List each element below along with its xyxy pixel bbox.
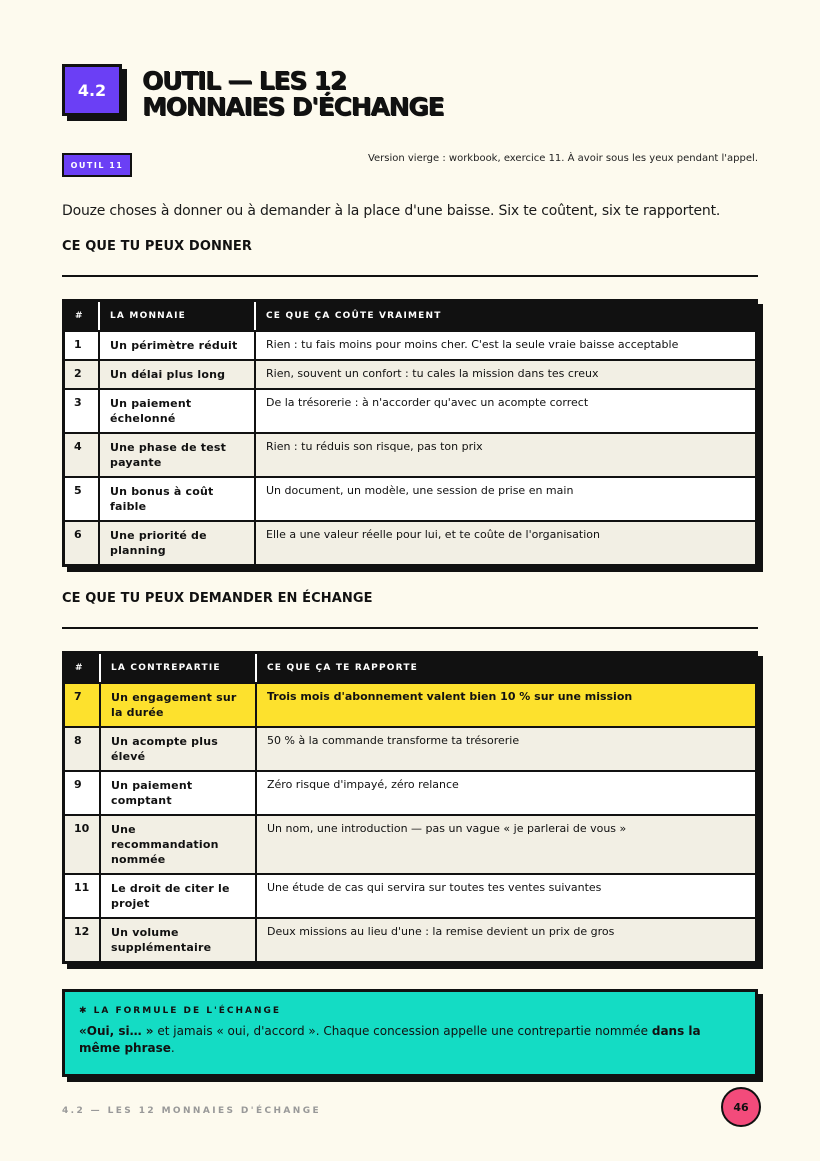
callout-bold-start: «Oui, si… » <box>79 1024 154 1038</box>
header-cell-num: # <box>65 302 98 330</box>
callout-title: ✱ LA FORMULE DE L'ÉCHANGE <box>79 1006 282 1016</box>
header-cell-name: LA MONNAIE <box>98 302 254 330</box>
table-row <box>65 432 755 476</box>
table-row <box>65 388 755 432</box>
header-cell-desc: CE QUE ÇA TE RAPPORTE <box>255 654 755 682</box>
row-desc: Deux missions au lieu d'une : la remise devient un prix de gros <box>255 917 755 961</box>
table-row <box>65 330 755 359</box>
row-desc: Elle a une valeur réelle pour lui, et te coûte de l'organisation <box>254 520 755 564</box>
table-row <box>65 814 755 873</box>
title-line-1: OUTIL — LES 12 <box>142 66 346 95</box>
row-name: Le droit de citer le projet <box>99 873 255 917</box>
row-name: Un périmètre réduit <box>98 330 254 359</box>
row-name: Une phase de test payante <box>98 432 254 476</box>
row-number: 8 <box>65 726 99 770</box>
header-cell-name: LA CONTREPARTIE <box>99 654 255 682</box>
page-number: 46 <box>721 1087 761 1127</box>
page-title <box>142 68 443 120</box>
row-number: 9 <box>65 770 99 814</box>
row-number: 7 <box>65 682 99 726</box>
version-note: Version vierge : workbook, exercice 11. À avoir sous les yeux pendant l'appel. <box>367 153 758 164</box>
row-desc: De la trésorerie : à n'accorder qu'avec un acompte correct <box>254 388 755 432</box>
row-desc: Zéro risque d'impayé, zéro relance <box>255 770 755 814</box>
row-desc: Rien : tu fais moins pour moins cher. C'est la seule vraie baisse acceptable <box>254 330 755 359</box>
ask-table <box>62 651 758 964</box>
row-desc: Trois mois d'abonnement valent bien 10 % sur une mission <box>255 682 755 726</box>
table-row-highlighted <box>65 682 755 726</box>
table-row <box>65 359 755 388</box>
row-name: Une priorité de planning <box>98 520 254 564</box>
chapter-badge: 4.2 <box>62 64 122 116</box>
running-footer: 4.2 — LES 12 MONNAIES D'ÉCHANGE <box>62 1106 322 1116</box>
callout-bold-end: dans la même phrase <box>79 1024 701 1055</box>
table-row <box>65 770 755 814</box>
callout-end: . <box>170 1041 175 1055</box>
row-number: 12 <box>65 917 99 961</box>
tool-tag: OUTIL 11 <box>62 153 132 177</box>
section-rule-ask <box>62 627 758 629</box>
table-row <box>65 917 755 961</box>
section-rule-give <box>62 275 758 277</box>
row-number: 1 <box>65 330 98 359</box>
row-desc: 50 % à la commande transforme ta trésorerie <box>255 726 755 770</box>
callout-body <box>79 1023 741 1057</box>
row-desc: Rien : tu réduis son risque, pas ton prix <box>254 432 755 476</box>
row-number: 4 <box>65 432 98 476</box>
exchange-formula-callout <box>62 989 758 1077</box>
title-line-2: MONNAIES D'ÉCHANGE <box>142 92 444 121</box>
row-name: Un paiement comptant <box>99 770 255 814</box>
table-row <box>65 726 755 770</box>
row-name: Un acompte plus élevé <box>99 726 255 770</box>
row-name: Un volume supplémentaire <box>99 917 255 961</box>
header-cell-num: # <box>65 654 99 682</box>
row-number: 6 <box>65 520 98 564</box>
give-table <box>62 299 758 567</box>
table-row <box>65 520 755 564</box>
row-name: Un paiement échelonné <box>98 388 254 432</box>
table-row <box>65 476 755 520</box>
give-table-header <box>65 302 755 330</box>
callout-middle: et jamais « oui, d'accord ». Chaque concession appelle une contrepartie nommée <box>153 1024 652 1038</box>
section-title-ask: CE QUE TU PEUX DEMANDER EN ÉCHANGE <box>62 591 373 606</box>
row-desc: Un nom, une introduction — pas un vague « je parlerai de vous » <box>255 814 755 873</box>
ask-table-header <box>65 654 755 682</box>
section-title-give: CE QUE TU PEUX DONNER <box>62 239 253 254</box>
chapter-header <box>62 64 443 120</box>
intro-text: Douze choses à donner ou à demander à la place d'une baisse. Six te coûtent, six te rapportent. <box>62 203 721 219</box>
row-desc: Un document, un modèle, une session de prise en main <box>254 476 755 520</box>
row-name: Un engagement sur la durée <box>99 682 255 726</box>
row-name: Une recommandation nommée <box>99 814 255 873</box>
row-name: Un bonus à coût faible <box>98 476 254 520</box>
row-number: 11 <box>65 873 99 917</box>
table-row <box>65 873 755 917</box>
row-number: 5 <box>65 476 98 520</box>
row-number: 10 <box>65 814 99 873</box>
row-desc: Une étude de cas qui servira sur toutes tes ventes suivantes <box>255 873 755 917</box>
row-desc: Rien, souvent un confort : tu cales la mission dans tes creux <box>254 359 755 388</box>
header-cell-desc: CE QUE ÇA COÛTE VRAIMENT <box>254 302 755 330</box>
row-number: 3 <box>65 388 98 432</box>
row-number: 2 <box>65 359 98 388</box>
row-name: Un délai plus long <box>98 359 254 388</box>
